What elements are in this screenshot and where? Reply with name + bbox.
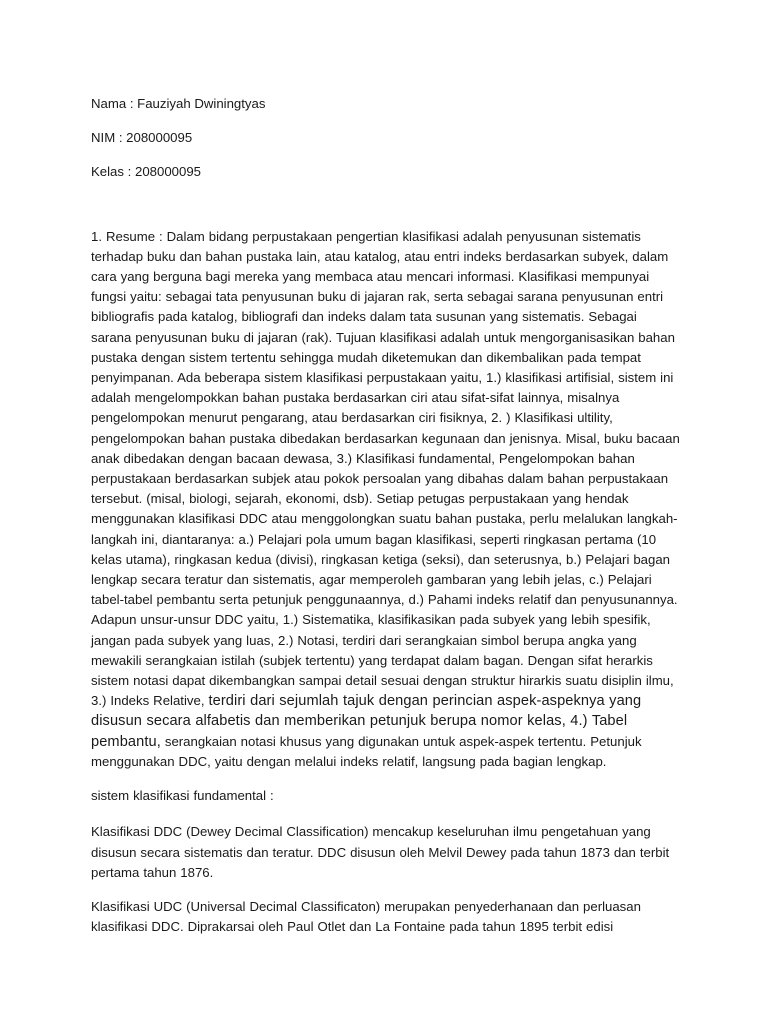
resume-text-part3: serangkaian notasi khusus yang digunakan untuk aspek-aspek tertentu. Petunjuk menggunakan DDC, yaitu dengan melalui indeks relatif, langsung pada bagian lengkap.: [91, 733, 642, 769]
section-heading: sistem klasifikasi fundamental :: [91, 788, 274, 804]
resume-text-part1: 1. Resume : Dalam bidang perpustakaan pengertian klasifikasi adalah penyusunan sistematis terhadap buku dan bahan pustaka lain, atau katalog, atau entri indeks berdasarkan subyek, dalam cara yang berguna bagi mereka yang membaca atau mencari informasi. Klasifikasi mempunyai fungsi yaitu: sebagai tata penyusunan buku di jajaran rak, serta sebagai sarana penyusunan entri bibliografis pada katalog, bibliografi dan indeks dalam tata susunan yang sistematis. Sebagai sarana penyusunan buku di jajaran (rak). Tujuan klasifikasi adalah untuk mengorganisasikan bahan pustaka dengan sistem tertentu sehingga mudah diketemukan dan dikembalikan pada tempat penyimpanan. Ada beberapa sistem klasifikasi perpustakaan yaitu, 1.) klasifikasi artifisial, sistem ini adalah mengelompokkan bahan pustaka berdasarkan ciri atau sifat-sifat lainnya, misalnya pengelompokan menurut pengarang, atau berdasarkan ciri fisiknya, 2. ) Klasifikasi ultility, pengelompokan bahan pustaka dibedakan berdasarkan kegunaan dan jenisnya. Misal, buku bacaan anak dibedakan dengan bacaan dewasa, 3.) Klasifikasi fundamental, Pengelompokan bahan perpustakaan berdasarkan subjek atau pokok persoalan yang dibahas dalam bahan perpustakaan tersebut. (misal, biologi, sejarah, ekonomi, dsb). Setiap petugas perpustakaan yang hendak menggunakan klasifikasi DDC atau menggolongkan suatu bahan pustaka, perlu melalukan langkah-langkah ini, diantaranya: a.) Pelajari pola umum bagan klasifikasi, seperti ringkasan pertama (10 kelas utama), ringkasan kedua (divisi), ringkasan ketiga (seksi), dan seterusnya, b.) Pelajari bagan lengkap secara teratur dan sistematis, agar memperoleh gambaran yang lebih jelas, c.) Pelajari tabel-tabel pembantu serta petunjuk penggunaannya, d.) Pahami indeks relatif dan penyusunannya. Adapun unsur-unsur DDC yaitu, 1.) Sistematika, klasifikasikan pada subyek yang lebih spesifik, jangan pada subyek yang luas, 2.) Notasi, terdiri dari serangkaian simbol berupa angka yang mewakili serangkaian istilah (subjek tertentu) yang terdapat dalam bagan. Dengan sifat herarkis sistem notasi dapat dikembangkan sampai detail sesuai dengan struktur hirarkis suatu disiplin ilmu, 3.) Indeks Relative,: [91, 228, 680, 709]
student-class: Kelas : 208000095: [91, 164, 201, 180]
student-nim: NIM : 208000095: [91, 130, 193, 146]
resume-paragraph: [91, 227, 681, 772]
document-body: [91, 94, 681, 951]
student-name: Nama : Fauziyah Dwiningtyas: [91, 96, 266, 111]
resume-text-part2: terdiri dari sejumlah tajuk dengan perincian aspek-aspeknya yang disusun secara alfabetis dan memberikan petunjuk berupa nomor kelas, 4.) Tabel pembantu,: [91, 693, 642, 750]
ddc-paragraph: Klasifikasi DDC (Dewey Decimal Classification) mencakup keseluruhan ilmu pengetahuan yang disusun secara sistematis dan teratur. DDC disusun oleh Melvil Dewey pada tahun 1873 dan terbit pertama tahun 1876.: [91, 824, 670, 880]
udc-paragraph: Klasifikasi UDC (Universal Decimal Classificaton) merupakan penyederhanaan dan perluasan klasifikasi DDC. Diprakarsai oleh Paul Otlet dan La Fontaine pada tahun 1895 terbit edisi: [91, 898, 641, 935]
